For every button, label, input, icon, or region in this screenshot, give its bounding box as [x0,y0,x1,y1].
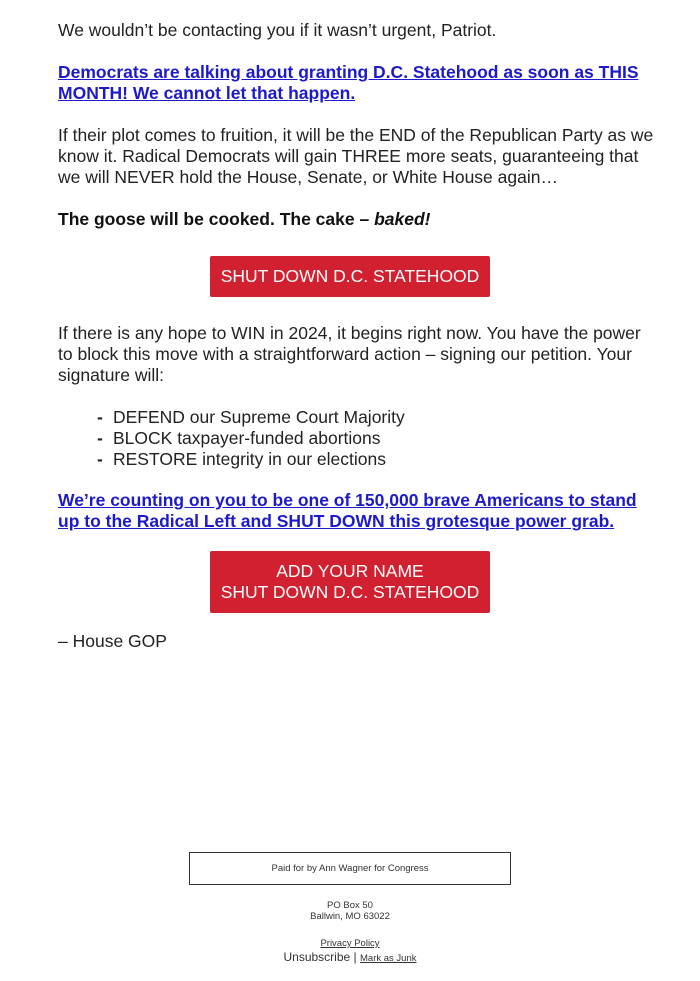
counting-link[interactable]: We’re counting on you to be one of 150,000 brave Americans to stand up to the Radical Left and SHUT DOWN this grotesque power grab. [58,490,637,531]
unsubscribe-row [0,950,700,966]
goose-paragraph [58,209,658,230]
add-your-name-label: ADD YOUR NAME [276,561,424,581]
list-item-text: RESTORE integrity in our elections [113,449,386,469]
list-item [97,407,658,428]
address-line-1: PO Box 50 [327,900,373,911]
cta-1-wrapper [58,256,642,297]
unsubscribe-text[interactable]: Unsubscribe [283,950,351,964]
paid-for-disclaimer: Paid for by Ann Wagner for Congress [189,852,511,885]
headline-link[interactable]: Democrats are talking about granting D.C. Statehood as soon as THIS MONTH! We cannot let that happen. [58,62,639,103]
cta-2-wrapper [58,551,642,613]
address-line-2: Ballwin, MO 63022 [310,911,390,922]
list-item-text: DEFEND our Supreme Court Majority [113,407,405,427]
body-paragraph-2: If there is any hope to WIN in 2024, it begins right now. You have the power to block this move with a straightforward action – signing our petition. Your signature will: [58,323,641,385]
mark-as-junk-link[interactable]: Mark as Junk [360,953,417,964]
body-paragraph-1: If their plot comes to fruition, it will be the END of the Republican Party as we know it. Radical Democrats will gain THREE more seats, guaranteeing that we will NEVER hold the House, Senate, or White House again… [58,125,654,187]
goose-bold-text: The goose will be cooked. The cake – [58,209,375,229]
mailing-address [0,900,700,922]
list-item [97,428,658,449]
bullet-dash: - [97,428,103,448]
goose-italic-text: baked! [374,209,431,229]
list-item-text: BLOCK taxpayer-funded abortions [113,428,381,448]
signoff-text: – House GOP [58,631,167,651]
add-your-name-button[interactable] [210,551,491,613]
headline-paragraph [58,62,658,104]
greeting-text: We wouldn’t be contacting you if it wasn’t urgent, Patriot. [58,20,497,40]
list-item [97,449,658,470]
signature-benefits-list [97,407,658,470]
email-content [58,20,658,652]
counting-paragraph [58,490,658,532]
email-footer [0,852,700,966]
bullet-dash: - [97,449,103,469]
bullet-dash: - [97,407,103,427]
separator: | [353,950,357,964]
shut-down-statehood-button[interactable]: SHUT DOWN D.C. STATEHOOD [210,256,491,297]
footer-links [0,938,700,950]
privacy-policy-link[interactable]: Privacy Policy [320,938,380,949]
shut-down-statehood-label: SHUT DOWN D.C. STATEHOOD [220,582,480,602]
